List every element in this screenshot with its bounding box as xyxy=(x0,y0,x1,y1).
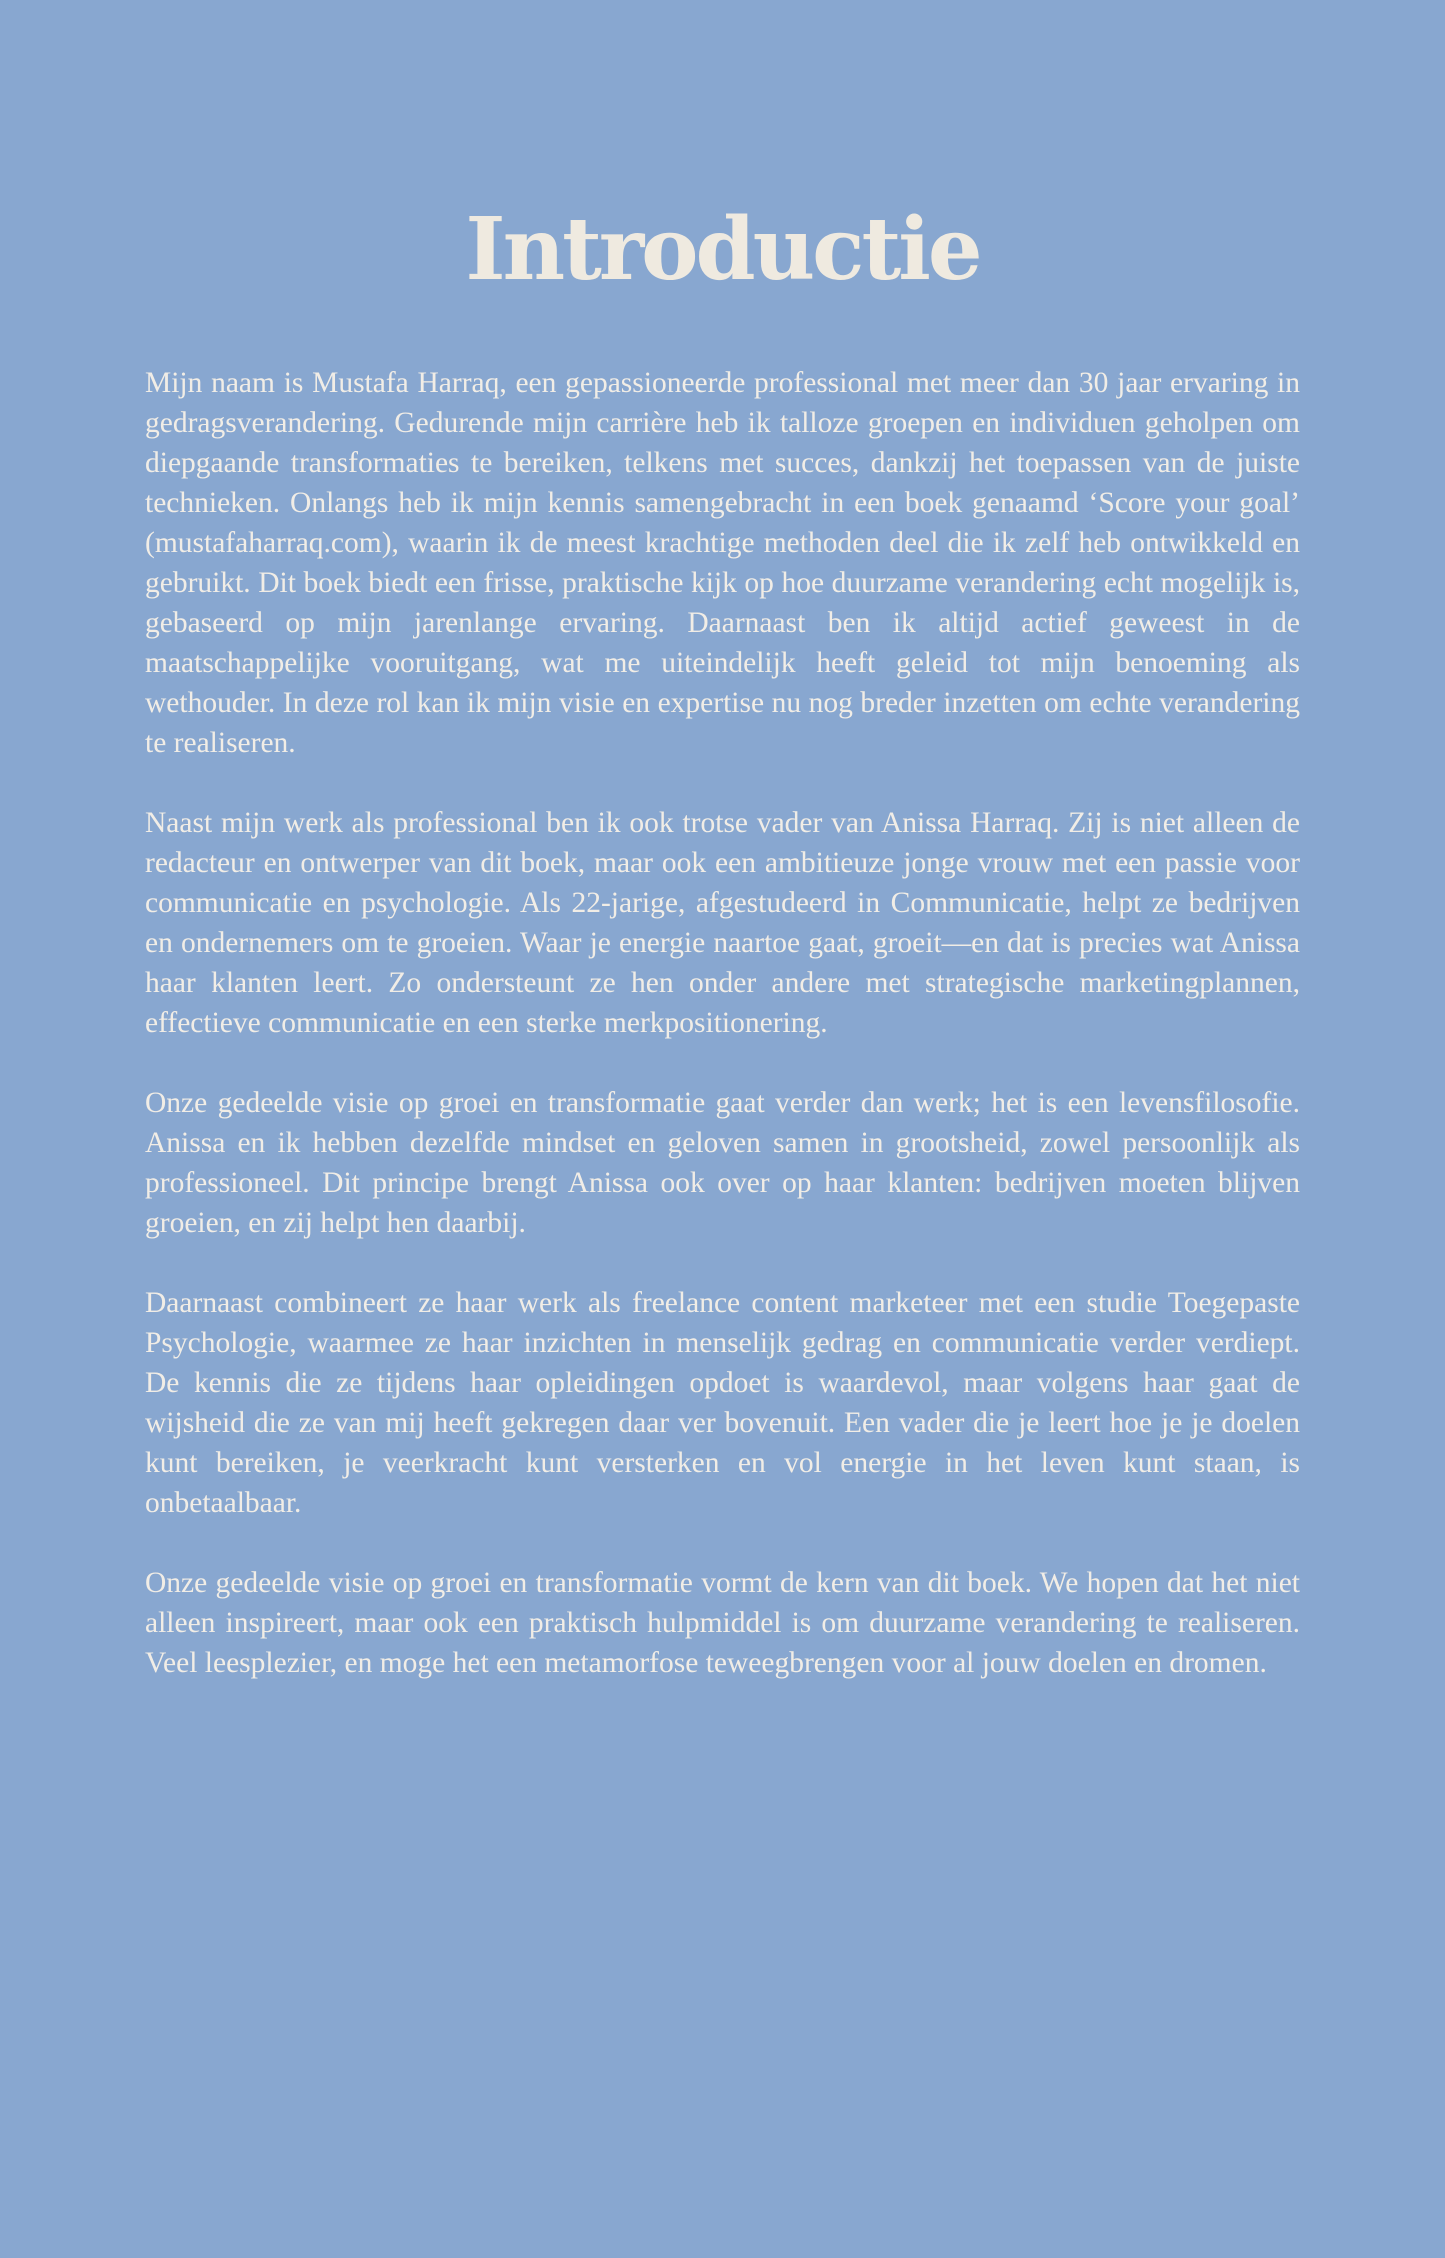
paragraph-5: Onze gedeelde visie op groei en transformatie vormt de kern van dit boek. We hopen dat het niet alleen inspireert, maar ook een praktisch hulpmiddel is om duurzame verandering te realiseren. Veel leesplezier, en moge het een metamorfose teweegbrengen voor al jouw doelen en dromen. xyxy=(145,1567,1300,1679)
body-text xyxy=(145,363,1300,1723)
paragraph-4: Daarnaast combineert ze haar werk als freelance content marketeer met een studie Toegepaste Psychologie, waarmee ze haar inzichten in menselijk gedrag en communicatie verder verdiept. De kennis die ze tijdens haar opleidingen opdoet is waardevol, maar volgens haar gaat de wijsheid die ze van mij heeft gekregen daar ver bovenuit. Een vader die je leert hoe je je doelen kunt bereiken, je veerkracht kunt versterken en vol energie in het leven kunt staan, is onbetaalbaar. xyxy=(145,1287,1300,1519)
page-title: Introductie xyxy=(465,199,980,300)
paragraph-3: Onze gedeelde visie op groei en transformatie gaat verder dan werk; het is een levensfilosofie. Anissa en ik hebben dezelfde mindset en geloven samen in grootsheid, zowel persoonlijk als professioneel. Dit principe brengt Anissa ook over op haar klanten: bedrijven moeten blijven groeien, en zij helpt hen daarbij. xyxy=(145,1087,1300,1239)
paragraph-2: Naast mijn werk als professional ben ik ook trotse vader van Anissa Harraq. Zij is niet alleen de redacteur en ontwerper van dit boek, maar ook een ambitieuze jonge vrouw met een passie voor communicatie en psychologie. Als 22-jarige, afgestudeerd in Communicatie, helpt ze bedrijven en ondernemers om te groeien. Waar je energie naartoe gaat, groeit—en dat is precies wat Anissa haar klanten leert. Zo ondersteunt ze hen onder andere met strategische marketingplannen, effectieve communicatie en een sterke merkpositionering. xyxy=(145,807,1300,1039)
paragraph-1: Mijn naam is Mustafa Harraq, een gepassioneerde professional met meer dan 30 jaar ervaring in gedragsverandering. Gedurende mijn carrière heb ik talloze groepen en individuen geholpen om diepgaande transformaties te bereiken, telkens met succes, dankzij het toepassen van de juiste technieken. Onlangs heb ik mijn kennis samengebracht in een boek genaamd ‘Score your goal’ (mustafaharraq.com), waarin ik de meest krachtige methoden deel die ik zelf heb ontwikkeld en gebruikt. Dit boek biedt een frisse, praktische kijk op hoe duurzame verandering echt mogelijk is, gebaseerd op mijn jarenlange ervaring. Daarnaast ben ik altijd actief geweest in de maatschappelijke vooruitgang, wat me uiteindelijk heeft geleid tot mijn benoeming als wethouder. In deze rol kan ik mijn visie en expertise nu nog breder inzetten om echte verandering te realiseren. xyxy=(145,367,1300,759)
